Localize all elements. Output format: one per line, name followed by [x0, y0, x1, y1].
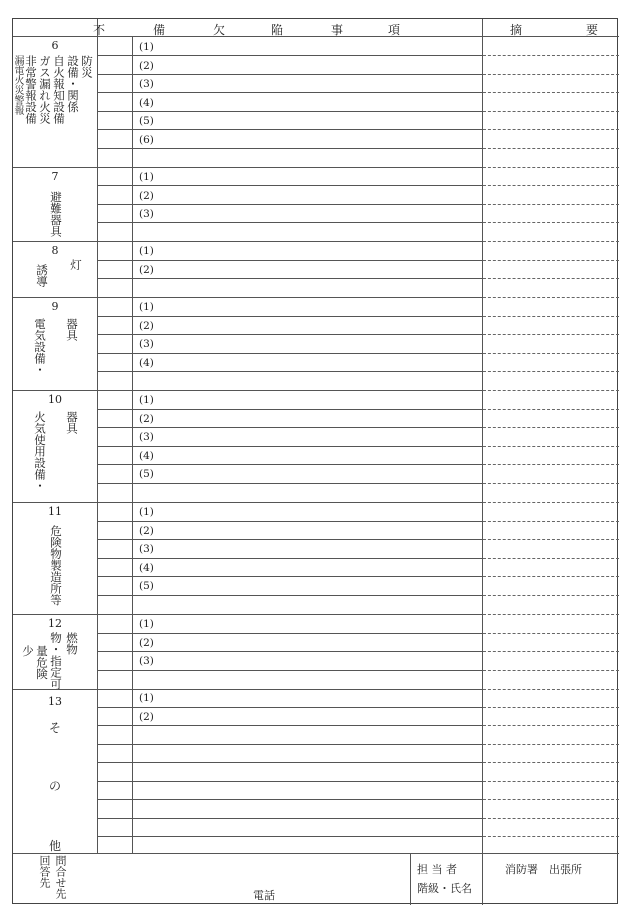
row-line: [97, 595, 482, 596]
remarks-line: [483, 185, 619, 186]
row-line: [97, 204, 482, 205]
row-line: [97, 148, 482, 149]
row-line: [97, 316, 482, 317]
person-in-charge-label: 担 当 者: [417, 863, 457, 876]
header-char: 事: [331, 23, 344, 37]
section-13-item: (1): [139, 692, 154, 704]
section-9-title: 器具: [65, 318, 79, 341]
section-9-title: 電気設備・: [33, 318, 47, 376]
title-col: 防災: [80, 55, 94, 78]
section-11-item: (1): [139, 506, 154, 518]
section-6-item: (6): [139, 134, 154, 146]
section-7-title: 避難器具: [49, 191, 63, 237]
section-12-title: 物・指定可: [49, 632, 63, 690]
section-6-item: (3): [139, 78, 154, 90]
remarks-line: [483, 74, 619, 75]
remarks-line: [483, 111, 619, 112]
section-12-title: 少: [21, 645, 35, 657]
row-line: [97, 670, 482, 671]
section-divider: [13, 502, 482, 503]
remarks-line: [483, 353, 619, 354]
title-col: 漏電火災警報: [12, 55, 23, 115]
row-line: [97, 818, 482, 819]
remarks-line: [483, 614, 619, 615]
remarks-line: [483, 129, 619, 130]
remarks-line: [483, 260, 619, 261]
row-line: [97, 55, 482, 56]
remarks-line: [483, 576, 619, 577]
header-char: 陥: [271, 23, 284, 37]
section-9-item: (3): [139, 338, 154, 350]
remarks-line: [483, 316, 619, 317]
remarks-line: [483, 427, 619, 428]
row-line: [97, 521, 482, 522]
section-10-item: (2): [139, 413, 154, 425]
row-line: [97, 836, 482, 837]
reply-contact-label: 問合せ先: [54, 855, 67, 899]
section-divider: [13, 167, 482, 168]
footer-top-line: [13, 853, 619, 854]
remarks-line: [483, 278, 619, 279]
section-6-item: (4): [139, 97, 154, 109]
remarks-line: [483, 818, 619, 819]
row-line: [97, 633, 482, 634]
row-line: [97, 651, 482, 652]
remarks-line: [483, 595, 619, 596]
remarks-line: [483, 539, 619, 540]
row-line: [97, 260, 482, 261]
row-line: [97, 427, 482, 428]
col-divider-1: [97, 19, 98, 853]
section-10-number: 10: [48, 393, 62, 406]
section-13-title-char: 他: [49, 839, 62, 853]
row-line: [97, 185, 482, 186]
remarks-line: [483, 483, 619, 484]
row-line: [97, 576, 482, 577]
row-line: [97, 409, 482, 410]
header-char: 摘: [510, 23, 523, 37]
section-divider: [13, 241, 482, 242]
section-6-number: 6: [51, 39, 59, 52]
row-line: [97, 781, 482, 782]
section-11-item: (2): [139, 525, 154, 537]
remarks-line: [483, 799, 619, 800]
section-divider: [13, 614, 482, 615]
section-7-number: 7: [51, 170, 59, 183]
section-10-title: 器具: [65, 411, 79, 434]
header-char: 不: [93, 23, 106, 37]
section-6-item: (2): [139, 60, 154, 72]
row-line: [97, 799, 482, 800]
rank-name-label: 階級・氏名: [417, 882, 472, 895]
row-line: [97, 707, 482, 708]
remarks-line: [483, 670, 619, 671]
header-char: 項: [388, 23, 401, 37]
section-8-title: 灯: [69, 259, 83, 271]
section-8-number: 8: [51, 244, 59, 257]
row-line: [97, 483, 482, 484]
section-8-title: 誘導: [35, 264, 49, 287]
header-defects: [13, 21, 482, 35]
remarks-line: [483, 334, 619, 335]
row-line: [97, 353, 482, 354]
footer-divider: [410, 853, 411, 905]
row-line: [97, 334, 482, 335]
remarks-line: [483, 55, 619, 56]
remarks-line: [483, 204, 619, 205]
row-line: [97, 92, 482, 93]
row-line: [97, 371, 482, 372]
section-12-item: (2): [139, 637, 154, 649]
header-remarks: [482, 21, 619, 35]
remarks-line: [483, 558, 619, 559]
section-12-item: (3): [139, 655, 154, 667]
remarks-line: [483, 167, 619, 168]
remarks-line: [483, 707, 619, 708]
section-7-item: (1): [139, 171, 154, 183]
header-char: 備: [153, 23, 166, 37]
section-7-item: (3): [139, 208, 154, 220]
title-col: ガス漏れ火災: [38, 55, 52, 124]
remarks-line: [483, 502, 619, 503]
section-10-title: 火気使用設備・: [33, 411, 47, 492]
section-13-title-char: の: [49, 779, 62, 793]
section-13-item: (2): [139, 711, 154, 723]
row-line: [97, 278, 482, 279]
row-line: [97, 446, 482, 447]
remarks-line: [483, 446, 619, 447]
section-9-item: (4): [139, 357, 154, 369]
remarks-line: [483, 521, 619, 522]
section-12-title: 燃物: [65, 632, 79, 655]
row-line: [97, 744, 482, 745]
phone-label: 電話: [253, 889, 275, 902]
col-divider-3: [482, 19, 483, 905]
section-9-item: (1): [139, 301, 154, 313]
section-13-title-char: そ: [49, 721, 62, 735]
row-line: [97, 111, 482, 112]
remarks-line: [483, 241, 619, 242]
inspection-defects-form: [12, 18, 618, 904]
section-11-title: 危険物製造所等: [49, 525, 63, 606]
remarks-line: [483, 390, 619, 391]
section-6-title: [13, 55, 97, 165]
remarks-line: [483, 836, 619, 837]
remarks-line: [483, 464, 619, 465]
section-10-item: (1): [139, 394, 154, 406]
section-divider: [13, 689, 482, 690]
remarks-line: [483, 148, 619, 149]
row-line: [97, 222, 482, 223]
section-divider: [13, 297, 482, 298]
remarks-line: [483, 651, 619, 652]
remarks-line: [483, 633, 619, 634]
remarks-line: [483, 297, 619, 298]
section-6-item: (1): [139, 41, 154, 53]
section-10-item: (3): [139, 431, 154, 443]
section-12-item: (1): [139, 618, 154, 630]
row-line: [97, 464, 482, 465]
reply-contact-label: 回答先: [38, 855, 51, 888]
section-13-number: 13: [48, 695, 62, 708]
fire-station-label: 消防署 出張所: [505, 863, 582, 876]
row-line: [97, 558, 482, 559]
remarks-line: [483, 371, 619, 372]
title-col: 自火報知設備: [52, 55, 66, 124]
section-9-number: 9: [51, 300, 59, 313]
row-line: [97, 129, 482, 130]
col-divider-2: [132, 36, 133, 853]
section-11-item: (5): [139, 580, 154, 592]
header-char: 欠: [213, 23, 226, 37]
row-line: [97, 725, 482, 726]
section-9-item: (2): [139, 320, 154, 332]
section-10-item: (4): [139, 450, 154, 462]
remarks-line: [483, 781, 619, 782]
header-char: 要: [586, 23, 599, 37]
remarks-line: [483, 689, 619, 690]
remarks-line: [483, 222, 619, 223]
section-6-item: (5): [139, 115, 154, 127]
section-12-title: 量危険: [35, 645, 49, 680]
section-11-item: (4): [139, 562, 154, 574]
remarks-line: [483, 762, 619, 763]
remarks-line: [483, 92, 619, 93]
row-line: [97, 539, 482, 540]
section-11-item: (3): [139, 543, 154, 555]
remarks-line: [483, 409, 619, 410]
section-8-item: (1): [139, 245, 154, 257]
row-line: [97, 762, 482, 763]
section-11-number: 11: [48, 505, 62, 518]
remarks-line: [483, 744, 619, 745]
remarks-line: [483, 725, 619, 726]
section-7-item: (2): [139, 190, 154, 202]
title-col: 設備・関係: [66, 55, 80, 113]
title-col: 非常警報設備: [24, 55, 38, 124]
row-line: [97, 74, 482, 75]
section-divider: [13, 390, 482, 391]
section-10-item: (5): [139, 468, 154, 480]
section-8-item: (2): [139, 264, 154, 276]
section-12-number: 12: [48, 617, 62, 630]
